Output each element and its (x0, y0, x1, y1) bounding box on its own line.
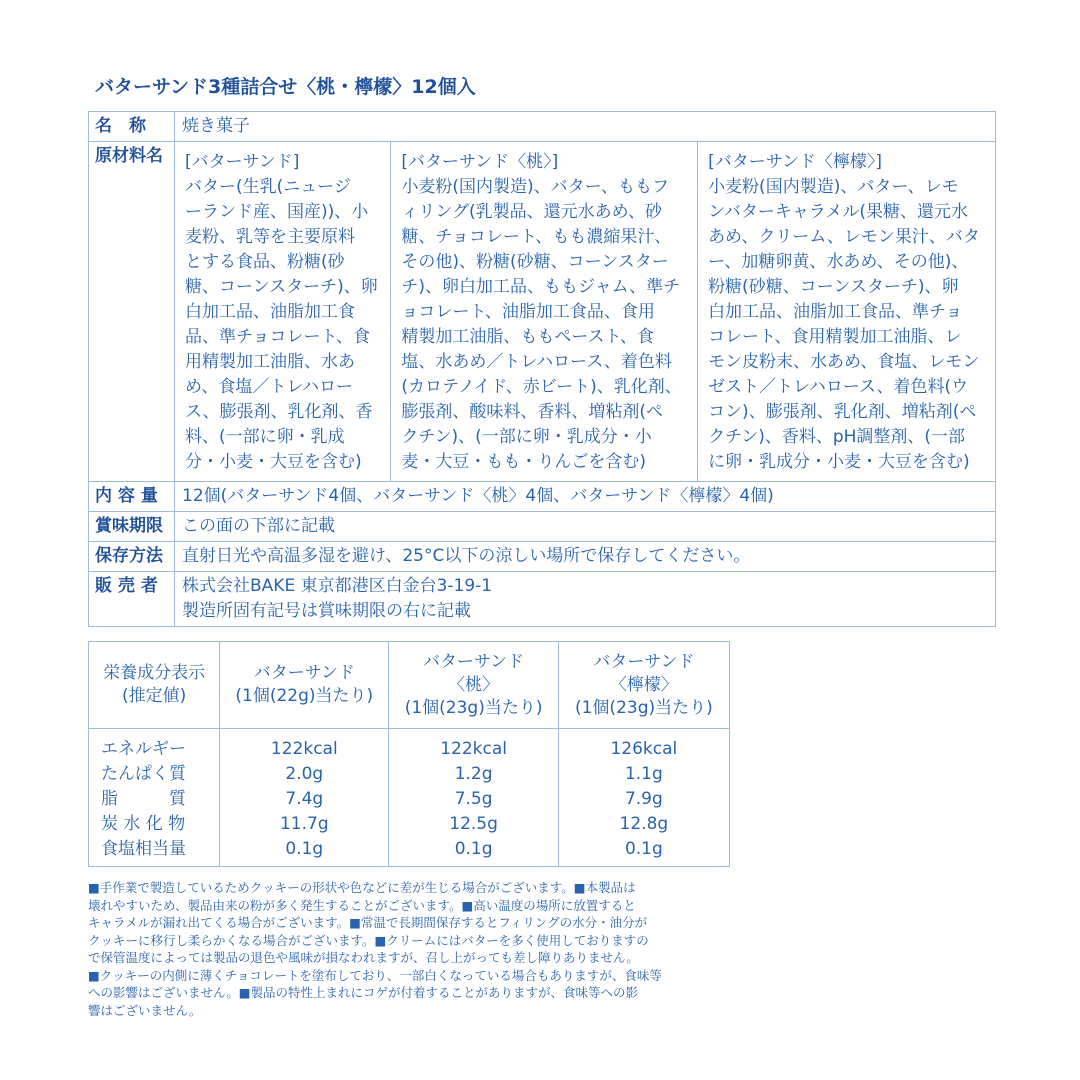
ingredient-line: ンバターキャラメル(果糖、還元水 (708, 202, 968, 222)
ingredient-line: あめ、クリーム、レモン果汁、バタ (708, 227, 980, 247)
ingredient-line: 精製加工油脂、ももペースト、食 (401, 327, 654, 347)
header-line: (1個(23g)当たり) (404, 697, 543, 718)
nutrient-value: 126kcal (610, 739, 678, 759)
value-contents: 12個(バターサンド4個、バターサンド〈桃〉4個、バターサンド〈檸檬〉4個) (175, 482, 996, 512)
product-title: バターサンド3種詰合せ〈桃・檸檬〉12個入 (95, 76, 476, 98)
row-seller (89, 572, 996, 627)
seller-address: 株式会社BAKE 東京都港区白金台3-19-1 (182, 576, 493, 596)
ingredient-line: モン皮粉末、水あめ、食塩、レモン (708, 352, 980, 372)
header-line: (1個(22g)当たり) (235, 686, 374, 706)
nutrition-values-column (389, 729, 558, 867)
ingredient-line: 麦・大豆・もも・りんごを含む) (401, 452, 647, 472)
nutrient-value: 122kcal (440, 739, 507, 759)
header-line: (推定値) (121, 686, 187, 706)
label-contents: 内 容 量 (89, 482, 175, 512)
ingredient-line: 膨張剤、酸味料、香料、増粘剤(ペ (401, 402, 664, 422)
nutrient-value: 11.7g (279, 814, 329, 834)
ingredient-line: バター(生乳(ニュージ (185, 177, 351, 197)
nutrition-values-column (558, 729, 729, 867)
ingredient-line: 糖、コーンスターチ)、卵 (185, 277, 378, 297)
ingredient-line: コレート、食用精製加工油脂、レ (708, 327, 962, 347)
nutrient-value: 7.5g (454, 789, 493, 809)
header-line: 〈桃〉 (448, 674, 500, 695)
nutrition-header-cell (220, 642, 389, 729)
note-line: ■クッキーの内側に薄くチョコレートを塗布しており、一部白くなっている場合もありますが、食味等 (88, 967, 662, 983)
nutrient-value: 0.1g (624, 839, 663, 859)
label-seller: 販 売 者 (89, 572, 175, 627)
ingredient-line: 料、(一部に卵・乳成 (185, 427, 345, 447)
ingredient-line: 白加工品、油脂加工食品、準チョ (708, 302, 963, 322)
label-table (88, 111, 996, 627)
header-line: バターサンド (593, 651, 695, 672)
note-line: 響はございません。 (88, 1002, 202, 1018)
ingredient-line: 麦粉、乳等を主要原料 (185, 227, 355, 247)
nutrient-name: 食塩相当量 (101, 839, 186, 859)
nutrient-value: 1.1g (624, 764, 663, 784)
nutrient-value: 7.4g (285, 789, 324, 809)
ingredient-line: コン)、膨張剤、乳化剤、増粘剤(ペ (708, 402, 977, 422)
ingredients-lemon (698, 142, 996, 482)
nutrient-name: エネルギー (101, 739, 186, 759)
nutrient-value: 0.1g (285, 839, 324, 859)
row-contents (89, 482, 996, 512)
ingredient-line: クチン)、香料、pH調整剤、(一部 (708, 427, 966, 447)
header-line: バターサンド (423, 651, 525, 672)
ingredient-line: 用精製加工油脂、水あ (185, 352, 355, 372)
value-best-before: この面の下部に記載 (175, 512, 996, 542)
nutrition-header-row (89, 642, 730, 729)
note-line: への影響はございません。■製品の特性上まれにコゲが付着することがありますが、食味等への影 (88, 985, 639, 1000)
nutrient-value: 12.5g (449, 814, 498, 834)
note-line: で保管温度によっては製品の退色や風味が損なわれますが、召し上がっても差し障りありません。 (88, 950, 639, 965)
note-line: 壊れやすいため、製品由来の粉が多く発生することがございます。■高い温度の場所に放置すると (88, 897, 636, 913)
ingredient-line: ゼスト／トレハロース、着色料(ウ (708, 377, 969, 397)
nutrient-name: たんぱく質 (101, 764, 186, 784)
label-name: 名 称 (89, 112, 175, 142)
ingredient-line: ィリング(乳製品、還元水あめ、砂 (401, 202, 662, 222)
ingredient-line: とする食品、粉糖(砂 (185, 252, 345, 272)
nutrient-value: 0.1g (454, 839, 493, 859)
note-line: ■手作業で製造しているためクッキーの形状や色などに差が生じる場合がございます。■本製品は (88, 880, 636, 895)
ingredient-line: (カロテノイド、赤ビート)、乳化剤、 (401, 377, 682, 397)
nutrient-value: 1.2g (454, 764, 493, 784)
value-storage: 直射日光や高温多湿を避け、25°C以下の涼しい場所で保存してください。 (175, 542, 996, 572)
nutrient-value: 12.8g (619, 814, 669, 834)
header-line: (1個(23g)当たり) (574, 697, 713, 718)
nutrition-header-cell (89, 642, 220, 729)
ingredient-line: に卵・乳成分・小麦・大豆を含む) (708, 452, 970, 472)
ingredient-line: ョコレート、油脂加工食品、食用 (401, 302, 655, 322)
ingredient-line: 分・小麦・大豆を含む) (185, 452, 362, 472)
ingredient-line: その他)、粉糖(砂糖、コーンスター (401, 252, 669, 272)
ingredients-peach (391, 142, 698, 482)
row-best-before (89, 512, 996, 542)
ingredient-line: 品、準チョコレート、食 (185, 327, 370, 347)
label-ingredients: 原材料名 (89, 142, 175, 482)
nutrition-header-cell (389, 642, 558, 729)
ingredient-line: チ)、卵白加工品、ももジャム、準チ (401, 277, 681, 297)
ingredient-line: [バターサンド〈檸檬〉] (708, 152, 882, 172)
note-line: キャラメルが漏れ出てくる場合がございます。■常温で長期間保存するとフィリングの水分・油分が (88, 915, 648, 930)
ingredient-line: 白加工品、油脂加工食 (185, 302, 355, 322)
label-best-before: 賞味期限 (89, 512, 175, 542)
row-storage (89, 542, 996, 572)
ingredient-line: 小麦粉(国内製造)、バター、ももフ (401, 177, 669, 197)
nutrient-value: 122kcal (270, 739, 338, 759)
header-line: バターサンド (253, 663, 355, 683)
value-seller (175, 572, 996, 627)
nutrition-body-row (89, 729, 730, 867)
ingredient-line: 糖、チョコレート、もも濃縮果汁、 (401, 227, 672, 247)
caution-notes (88, 879, 738, 1019)
nutrient-name: 炭 水 化 物 (101, 814, 186, 834)
manufacturer-code-note: 製造所固有記号は賞味期限の右に記載 (182, 601, 471, 621)
ingredient-line: 小麦粉(国内製造)、バター、レモ (708, 177, 959, 197)
ingredient-line: ーランド産、国産))、小 (185, 202, 369, 222)
ingredient-line: ス、膨張剤、乳化剤、香 (185, 402, 373, 422)
ingredient-line: 粉糖(砂糖、コーンスターチ)、卵 (708, 277, 959, 297)
ingredient-line: ー、加糖卵黄、水あめ、その他)、 (708, 252, 969, 272)
nutrition-items (89, 729, 220, 867)
ingredient-line: [バターサンド] (185, 152, 300, 172)
nutrient-value: 7.9g (624, 789, 663, 809)
note-line: クッキーに移行し柔らかくなる場合がございます。■クリームにはバターを多く使用しておりますの (88, 932, 649, 948)
nutrient-name: 脂 質 (101, 789, 186, 809)
ingredient-line: め、食塩／トレハロー (185, 377, 354, 397)
ingredient-line: [バターサンド〈桃〉] (401, 152, 559, 172)
nutrition-header-cell (558, 642, 729, 729)
header-line: 栄養成分表示 (103, 663, 206, 683)
row-name (89, 112, 996, 142)
nutrition-table (88, 641, 730, 867)
ingredient-line: 塩、水あめ／トレハロース、着色料 (401, 352, 672, 372)
ingredient-line: クチン)、(一部に卵・乳成分・小 (401, 427, 652, 447)
label-storage: 保存方法 (89, 542, 175, 572)
row-ingredients (89, 142, 996, 482)
value-name: 焼き菓子 (175, 112, 996, 142)
nutrient-value: 2.0g (285, 764, 324, 784)
nutrition-values-column (220, 729, 389, 867)
ingredients-butter-sand (175, 142, 391, 482)
header-line: 〈檸檬〉 (609, 674, 678, 695)
